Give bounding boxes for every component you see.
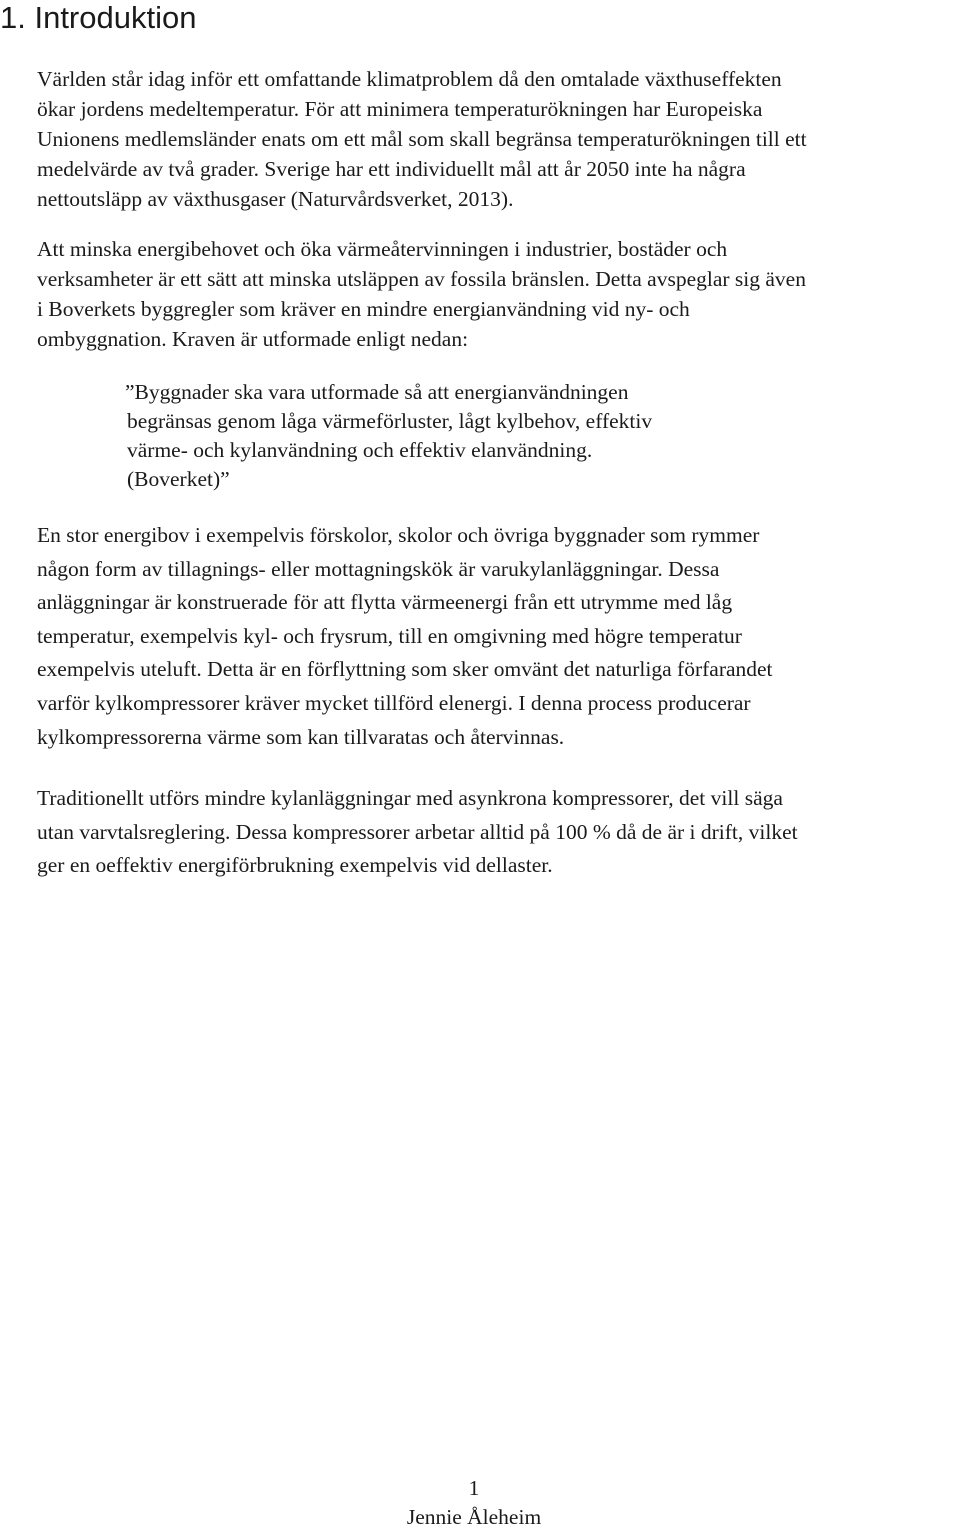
paragraph-cooling-systems	[37, 519, 925, 754]
paragraph-line: utan varvtalsreglering. Dessa kompressorer arbetar alltid på 100 % då de är i drift, vilket	[37, 819, 798, 844]
paragraph-line: ger en oeffektiv energiförbrukning exempelvis vid dellaster.	[37, 853, 553, 878]
paragraph-line: Världen står idag inför ett omfattande klimatproblem då den omtalade växthuseffekten	[37, 67, 782, 91]
paragraph-line: någon form av tillagnings- eller mottagningskök är varukylanläggningar. Dessa	[37, 556, 720, 581]
quote-line: begränsas genom låga värmeförluster, lågt kylbehov, effektiv	[127, 409, 653, 433]
paragraph-line: nettoutsläpp av växthusgaser (Naturvårdsverket, 2013).	[37, 187, 514, 211]
quote-line: (Boverket)”	[127, 467, 230, 491]
paragraph-climate-goals	[37, 64, 925, 214]
page-number: 1	[468, 1476, 480, 1500]
section-heading: 1. Introduktion	[0, 0, 197, 35]
paragraph-line: varför kylkompressorer kräver mycket tillförd elenergi. I denna process producerar	[37, 690, 751, 715]
paragraph-line: Att minska energibehovet och öka värmeåtervinningen i industrier, bostäder och	[37, 237, 728, 261]
paragraph-line: i Boverkets byggregler som kräver en mindre energianvändning vid ny- och	[37, 297, 690, 321]
paragraph-line: temperatur, exempelvis kyl- och frysrum, till en omgivning med högre temperatur	[37, 623, 742, 648]
paragraph-line: anläggningar är konstruerade för att flytta värmeenergi från ett utrymme med låg	[37, 590, 733, 615]
paragraph-line: kylkompressorerna värme som kan tillvaratas och återvinnas.	[37, 724, 565, 749]
paragraph-line: En stor energibov i exempelvis förskolor, skolor och övriga byggnader som rymmer	[37, 523, 760, 547]
paragraph-line: medelvärde av två grader. Sverige har ett individuellt mål att år 2050 inte ha några	[37, 157, 746, 181]
quote-line: värme- och kylanvändning och effektiv elanvändning.	[127, 438, 593, 462]
paragraph-line: Unionens medlemsländer enats om ett mål som skall begränsa temperaturökningen till ett	[37, 127, 807, 151]
paragraph-line: Traditionellt utförs mindre kylanläggningar med asynkrona kompressorer, det vill säga	[37, 786, 783, 810]
block-quote-boverket	[127, 378, 887, 494]
quote-line: ”Byggnader ska vara utformade så att energianvändningen	[125, 380, 629, 404]
paragraph-energy-demand	[37, 234, 925, 354]
author-name: Jennie Åleheim	[406, 1505, 542, 1529]
paragraph-compressors	[37, 782, 925, 883]
paragraph-line: exempelvis uteluft. Detta är en förflyttning som sker omvänt det naturliga förfarandet	[37, 657, 773, 682]
paragraph-line: ombyggnation. Kraven är utformade enligt nedan:	[37, 327, 469, 351]
paragraph-line: verksamheter är ett sätt att minska utsläppen av fossila bränslen. Detta avspeglar sig även	[37, 267, 806, 291]
paragraph-line: ökar jordens medeltemperatur. För att minimera temperaturökningen har Europeiska	[37, 97, 763, 121]
